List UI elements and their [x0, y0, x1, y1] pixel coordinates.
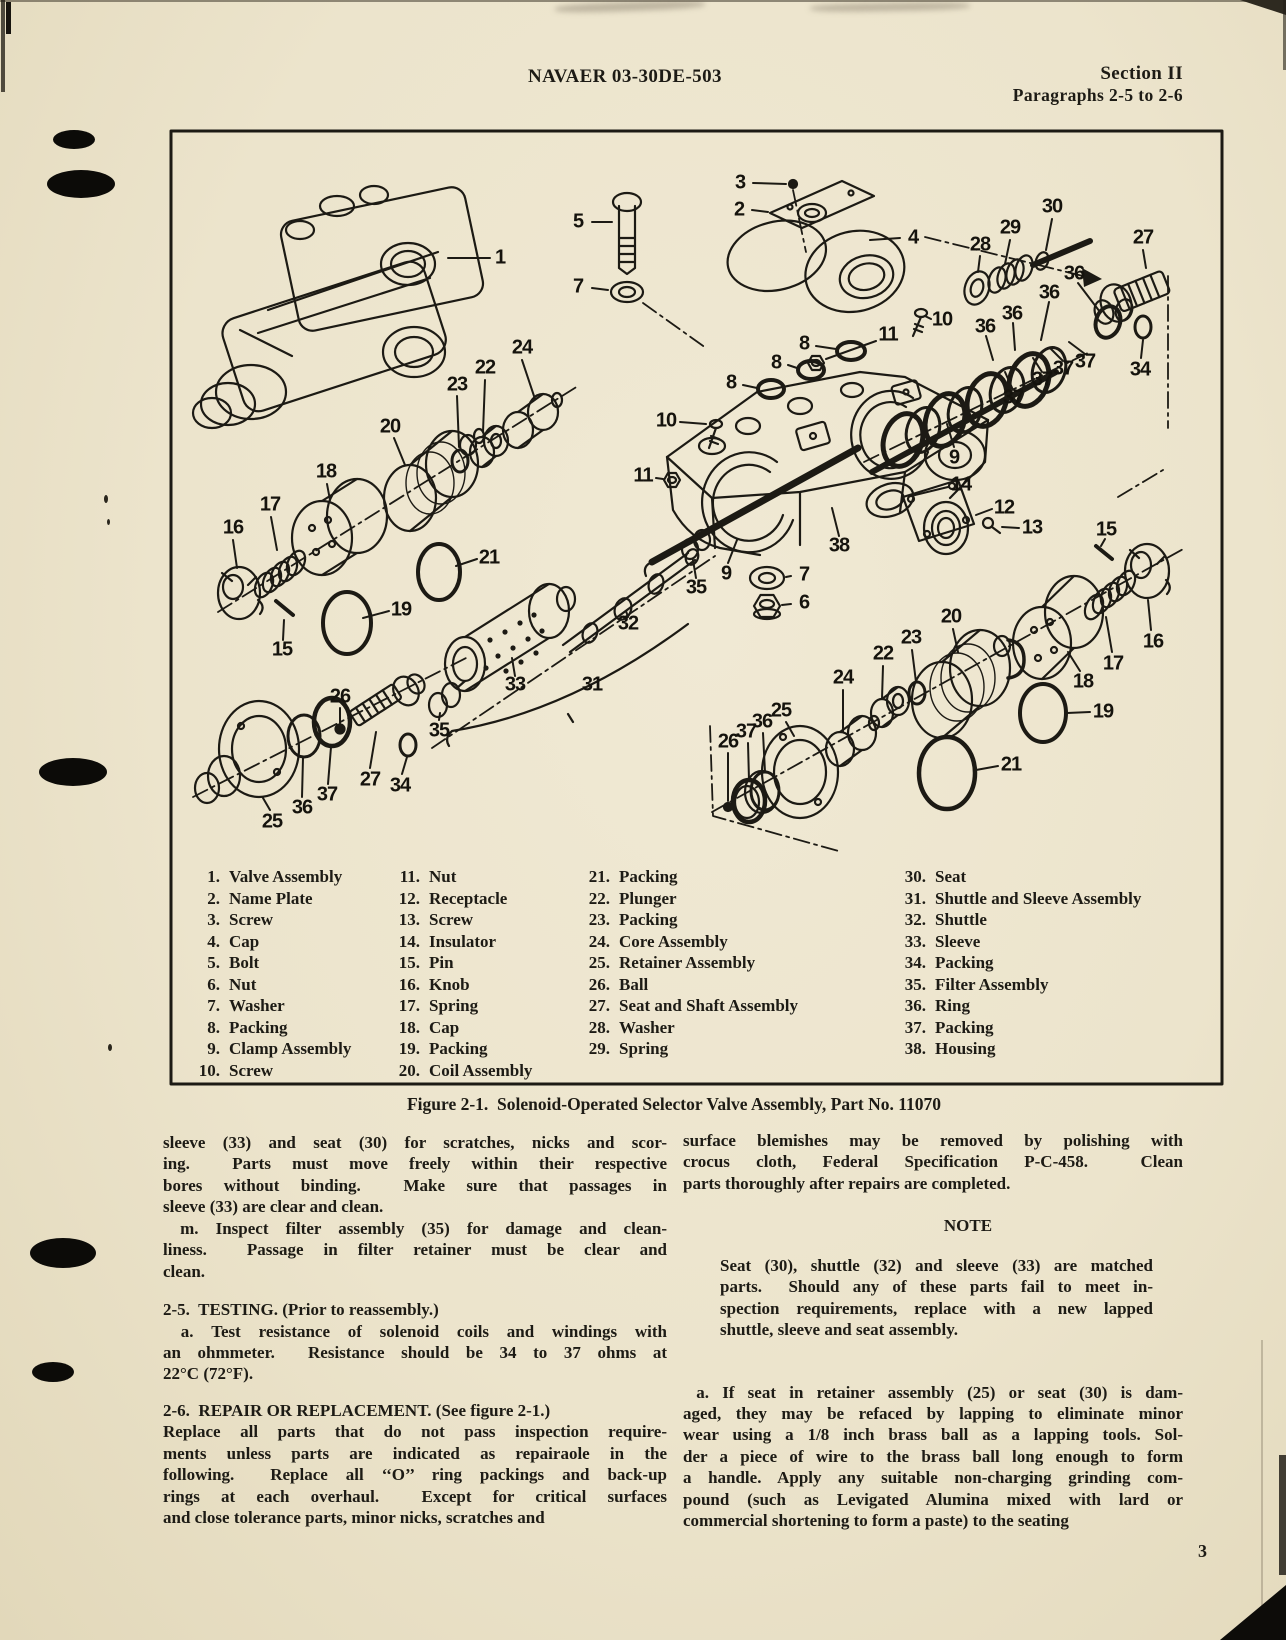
callout-19: 19 — [1092, 700, 1114, 723]
parts-item-name: Name Plate — [229, 888, 313, 908]
parts-item — [568, 995, 798, 1017]
parts-item-number: 26. — [588, 974, 610, 994]
callout-23: 23 — [900, 626, 922, 649]
parts-item-name: Cap — [229, 931, 260, 951]
parts-item-number: 13. — [398, 910, 420, 929]
callout-37: 37 — [316, 783, 338, 806]
parts-item-name: Retainer Assembly — [619, 953, 756, 972]
parts-item-number: 22. — [588, 888, 610, 908]
parts-item-number: 34. — [904, 953, 926, 972]
callout-22: 22 — [474, 356, 496, 379]
parts-item-name: Knob — [429, 974, 470, 994]
callout-34: 34 — [389, 774, 411, 797]
parts-item-number: 31. — [904, 888, 926, 908]
callout-37: 37 — [1052, 357, 1074, 380]
body-line: surface blemishes may be removed by polishing with — [683, 1131, 1183, 1150]
body-line: clean. — [163, 1261, 206, 1281]
parts-item-name: Ball — [619, 974, 649, 994]
body-line: spection requirements, replace with a new lapped — [720, 1298, 1153, 1318]
parts-item — [884, 974, 1141, 996]
parts-item — [378, 974, 532, 996]
callout-36: 36 — [291, 796, 313, 819]
callout-4: 4 — [907, 226, 919, 249]
parts-item-number: 16. — [398, 974, 420, 994]
parts-item-name: Packing — [429, 1039, 488, 1058]
parts-item-name: Insulator — [429, 931, 497, 951]
callout-26: 26 — [717, 730, 739, 753]
parts-item-number: 28. — [588, 1017, 610, 1037]
body-line: Replace all parts that do not pass inspection require- — [163, 1422, 667, 1442]
parts-item-name: Spring — [429, 996, 479, 1015]
parts-item — [178, 1038, 351, 1060]
paragraphs-label: Paragraphs 2-5 to 2-6 — [1012, 85, 1183, 105]
body-line: a. Test resistance of solenoid coils and windings with — [163, 1321, 667, 1341]
callout-31: 31 — [581, 673, 603, 696]
callout-24: 24 — [511, 336, 533, 359]
parts-item-number: 5. — [207, 953, 220, 972]
parts-item — [884, 952, 1141, 974]
parts-item-number: 21. — [588, 867, 610, 886]
callout-25: 25 — [261, 810, 283, 833]
callout-11: 11 — [878, 323, 898, 346]
parts-item-number: 2. — [207, 888, 220, 908]
parts-item — [568, 866, 798, 888]
parts-item-name: Nut — [229, 974, 257, 994]
parts-item-name: Nut — [429, 867, 457, 886]
callout-14: 14 — [950, 473, 972, 496]
parts-item-name: Housing — [935, 1039, 996, 1058]
parts-item-name: Sleeve — [935, 931, 981, 951]
parts-item-number: 6. — [207, 974, 220, 994]
body-line: liness. Passage in filter retainer must be clear and — [163, 1240, 667, 1260]
callout-38: 38 — [828, 534, 850, 557]
parts-item-name: Washer — [619, 1017, 675, 1037]
parts-item — [568, 1038, 798, 1060]
callout-22: 22 — [872, 642, 894, 665]
note-block — [720, 1255, 1153, 1341]
parts-item-number: 20. — [398, 1060, 420, 1080]
parts-item — [884, 888, 1141, 910]
body-line: Seat (30), shuttle (32) and sleeve (33) are matched — [720, 1255, 1153, 1275]
callout-9: 9 — [948, 446, 960, 469]
callout-19: 19 — [390, 598, 412, 621]
parts-item — [178, 995, 351, 1017]
callout-27: 27 — [1132, 226, 1154, 249]
body-line: parts. Should any of these parts fail to meet in- — [720, 1277, 1153, 1297]
callout-13: 13 — [1021, 516, 1043, 539]
parts-item-name: Shuttle and Sleeve Assembly — [935, 888, 1142, 908]
callout-17: 17 — [259, 493, 281, 516]
callout-7: 7 — [572, 275, 584, 298]
parts-item — [568, 952, 798, 974]
callout-11: 11 — [633, 464, 653, 487]
callout-15: 15 — [271, 638, 293, 661]
callout-17: 17 — [1102, 652, 1124, 675]
body-line: parts thoroughly after repairs are completed. — [683, 1173, 1011, 1193]
parts-item — [178, 1060, 351, 1082]
parts-item-number: 30. — [904, 867, 926, 886]
body-line: rings at each overhaul. Except for critical surfaces — [163, 1486, 667, 1506]
parts-list-column-3 — [568, 866, 798, 1060]
callout-8: 8 — [725, 371, 737, 394]
callout-18: 18 — [1072, 670, 1094, 693]
body-line: bores without binding. Make sure that passages in — [163, 1175, 667, 1195]
parts-item-name: Seat — [935, 867, 967, 886]
parts-item — [178, 931, 351, 953]
parts-item — [378, 952, 532, 974]
parts-item-number: 15. — [398, 953, 420, 972]
callout-12: 12 — [993, 496, 1015, 519]
parts-item-name: Packing — [619, 910, 678, 929]
callout-6: 6 — [798, 591, 810, 614]
callout-18: 18 — [315, 460, 337, 483]
callout-36: 36 — [1063, 262, 1085, 285]
parts-item-number: 7. — [207, 996, 220, 1015]
callout-3: 3 — [734, 171, 746, 194]
body-line: ments unless parts are indicated as repairaole in the — [163, 1443, 667, 1463]
parts-item — [378, 995, 532, 1017]
parts-item-name: Filter Assembly — [935, 974, 1049, 994]
callout-32: 32 — [617, 612, 639, 635]
callout-21: 21 — [478, 546, 500, 569]
callout-23: 23 — [446, 373, 468, 396]
parts-item — [884, 995, 1141, 1017]
body-line: aged, they may be refaced by lapping to eliminate minor — [683, 1403, 1183, 1423]
parts-item-number: 18. — [398, 1017, 420, 1037]
parts-item-number: 25. — [588, 953, 610, 972]
parts-item-name: Plunger — [619, 888, 677, 908]
parts-item-name: Seat and Shaft Assembly — [619, 996, 799, 1015]
callout-37: 37 — [1031, 368, 1053, 391]
body-line: m. Inspect filter assembly (35) for damage and clean- — [163, 1218, 667, 1238]
parts-item-number: 36. — [904, 996, 926, 1015]
callout-35: 35 — [428, 719, 450, 742]
parts-item-name: Washer — [229, 996, 285, 1015]
parts-item-name: Screw — [229, 1060, 274, 1080]
parts-item-number: 38. — [904, 1039, 926, 1058]
callout-26: 26 — [329, 685, 351, 708]
parts-item — [568, 888, 798, 910]
parts-item-name: Cap — [429, 1017, 460, 1037]
parts-item — [378, 1017, 532, 1039]
callout-34: 34 — [1129, 358, 1151, 381]
parts-item — [378, 1060, 532, 1082]
parts-item-name: Packing — [229, 1017, 288, 1037]
parts-item-name: Valve Assembly — [229, 867, 343, 886]
callout-36: 36 — [1001, 302, 1023, 325]
parts-item-number: 11. — [399, 867, 420, 886]
body-line: sleeve (33) are clear and clean. — [163, 1197, 384, 1217]
callout-29: 29 — [999, 216, 1021, 239]
callout-9: 9 — [720, 562, 732, 585]
parts-item-number: 12. — [398, 888, 420, 908]
parts-item-number: 9. — [207, 1039, 220, 1058]
parts-item-name: Screw — [229, 910, 274, 929]
body-left-column — [163, 1132, 667, 1528]
body-line: a handle. Apply any suitable non-charging grinding com- — [683, 1468, 1183, 1488]
parts-item-name: Packing — [935, 953, 994, 972]
callout-7: 7 — [798, 563, 810, 586]
parts-item — [568, 974, 798, 996]
parts-list-column-4 — [884, 866, 1141, 1060]
parts-item — [568, 909, 798, 931]
parts-list-column-1 — [178, 866, 351, 1081]
parts-item-number: 32. — [904, 910, 926, 929]
parts-item-number: 10. — [198, 1060, 220, 1080]
callout-16: 16 — [1142, 630, 1164, 653]
figure-caption: Figure 2-1. Solenoid-Operated Selector Valve Assembly, Part No. 11070 — [406, 1094, 942, 1114]
parts-item — [378, 909, 532, 931]
callout-24: 24 — [832, 666, 854, 689]
body-line: ing. Parts must move freely within their respective — [163, 1154, 667, 1174]
parts-item-number: 24. — [588, 931, 610, 951]
parts-item — [178, 888, 351, 910]
parts-item — [178, 1017, 351, 1039]
callout-28: 28 — [969, 233, 991, 256]
callout-1: 1 — [494, 246, 506, 269]
parts-item-name: Coil Assembly — [429, 1060, 533, 1080]
body-line: sleeve (33) and seat (30) for scratches, nicks and scor- — [163, 1133, 667, 1152]
parts-item-number: 17. — [398, 996, 420, 1015]
parts-item — [884, 909, 1141, 931]
parts-item-number: 33. — [904, 931, 926, 951]
body-line: commercial shortening to form a paste) to the seating — [683, 1511, 1069, 1531]
parts-item-number: 14. — [398, 931, 420, 951]
parts-item — [378, 866, 532, 888]
callout-35: 35 — [685, 576, 707, 599]
note-heading: NOTE — [943, 1216, 993, 1236]
parts-item-number: 8. — [207, 1017, 220, 1037]
callout-2: 2 — [733, 198, 745, 221]
parts-item-number: 29. — [588, 1039, 610, 1058]
body-right-column — [683, 1130, 1183, 1532]
parts-item — [884, 1017, 1141, 1039]
callout-27: 27 — [359, 768, 381, 791]
body-line: pound (such as Levigated Alumina mixed with lard or — [683, 1489, 1183, 1509]
body-line: a. If seat in retainer assembly (25) or seat (30) is dam- — [683, 1382, 1183, 1402]
parts-item-name: Core Assembly — [619, 931, 728, 951]
parts-item-number: 37. — [904, 1017, 926, 1037]
section-label: Section II — [1100, 63, 1183, 84]
parts-item — [568, 1017, 798, 1039]
parts-item-name: Pin — [429, 953, 454, 972]
parts-item-number: 3. — [207, 910, 220, 929]
parts-item-number: 35. — [904, 974, 926, 994]
parts-item-name: Receptacle — [429, 888, 508, 908]
body-line: 22°C (72°F). — [163, 1364, 254, 1384]
callout-8: 8 — [770, 351, 782, 374]
parts-item-number: 19. — [398, 1039, 420, 1058]
callout-15: 15 — [1095, 518, 1117, 541]
callout-36: 36 — [751, 710, 773, 733]
parts-item-number: 4. — [207, 931, 220, 951]
parts-item — [884, 866, 1141, 888]
body-line: der a piece of wire to the brass ball long enough to form — [683, 1446, 1183, 1466]
parts-item — [178, 974, 351, 996]
parts-item-name: Screw — [429, 910, 474, 929]
parts-item-number: 1. — [207, 867, 220, 886]
callout-16: 16 — [222, 516, 244, 539]
paragraph-heading-2-6: 2-6. REPAIR OR REPLACEMENT. (See figure 2-1.) — [163, 1400, 551, 1420]
parts-item-name: Packing — [935, 1017, 994, 1037]
parts-item-name: Ring — [935, 996, 970, 1015]
parts-item — [884, 1038, 1141, 1060]
callout-10: 10 — [655, 409, 677, 432]
parts-item-name: Bolt — [229, 953, 260, 972]
parts-item — [378, 1038, 532, 1060]
parts-list-column-2 — [378, 866, 532, 1081]
body-line: shuttle, sleeve and seat assembly. — [720, 1320, 958, 1340]
page-number: 3 — [1198, 1541, 1207, 1561]
parts-item — [178, 866, 351, 888]
parts-item-name: Spring — [619, 1039, 669, 1058]
body-line: and close tolerance parts, minor nicks, scratches and — [163, 1508, 545, 1527]
parts-item — [178, 952, 351, 974]
callout-25: 25 — [770, 699, 792, 722]
paragraph-heading-2-5: 2-5. TESTING. (Prior to reassembly.) — [163, 1300, 439, 1320]
parts-item-number: 23. — [588, 910, 610, 929]
callout-10: 10 — [931, 308, 953, 331]
parts-item — [378, 888, 532, 910]
callout-33: 33 — [504, 673, 526, 696]
body-line: wear using a 1/8 inch brass ball as a lapping tools. Sol- — [683, 1425, 1183, 1445]
parts-item — [568, 931, 798, 953]
parts-item-name: Shuttle — [935, 910, 987, 929]
parts-item-name: Packing — [619, 867, 678, 886]
parts-item — [378, 931, 532, 953]
callout-21: 21 — [1000, 753, 1022, 776]
body-line: following. Replace all ‘‘O’’ ring packings and back-up — [163, 1465, 667, 1485]
body-line: an ohmmeter. Resistance should be 34 to 37 ohms at — [163, 1342, 667, 1362]
callout-36: 36 — [1038, 281, 1060, 304]
callout-30: 30 — [1041, 195, 1063, 218]
callout-5: 5 — [572, 210, 584, 233]
callout-8: 8 — [798, 332, 810, 355]
callout-37: 37 — [1002, 386, 1024, 409]
parts-item-number: 27. — [588, 996, 610, 1015]
callout-37: 37 — [735, 720, 757, 743]
callout-36: 36 — [974, 315, 996, 338]
callout-20: 20 — [940, 605, 962, 628]
callout-37: 37 — [1074, 350, 1096, 373]
doc-number: NAVAER 03-30DE-503 — [528, 66, 722, 87]
parts-item — [884, 931, 1141, 953]
parts-item — [178, 909, 351, 931]
parts-item-name: Clamp Assembly — [229, 1039, 352, 1058]
body-line: crocus cloth, Federal Specification P-C-458. Clean — [683, 1152, 1183, 1172]
callout-20: 20 — [379, 415, 401, 438]
